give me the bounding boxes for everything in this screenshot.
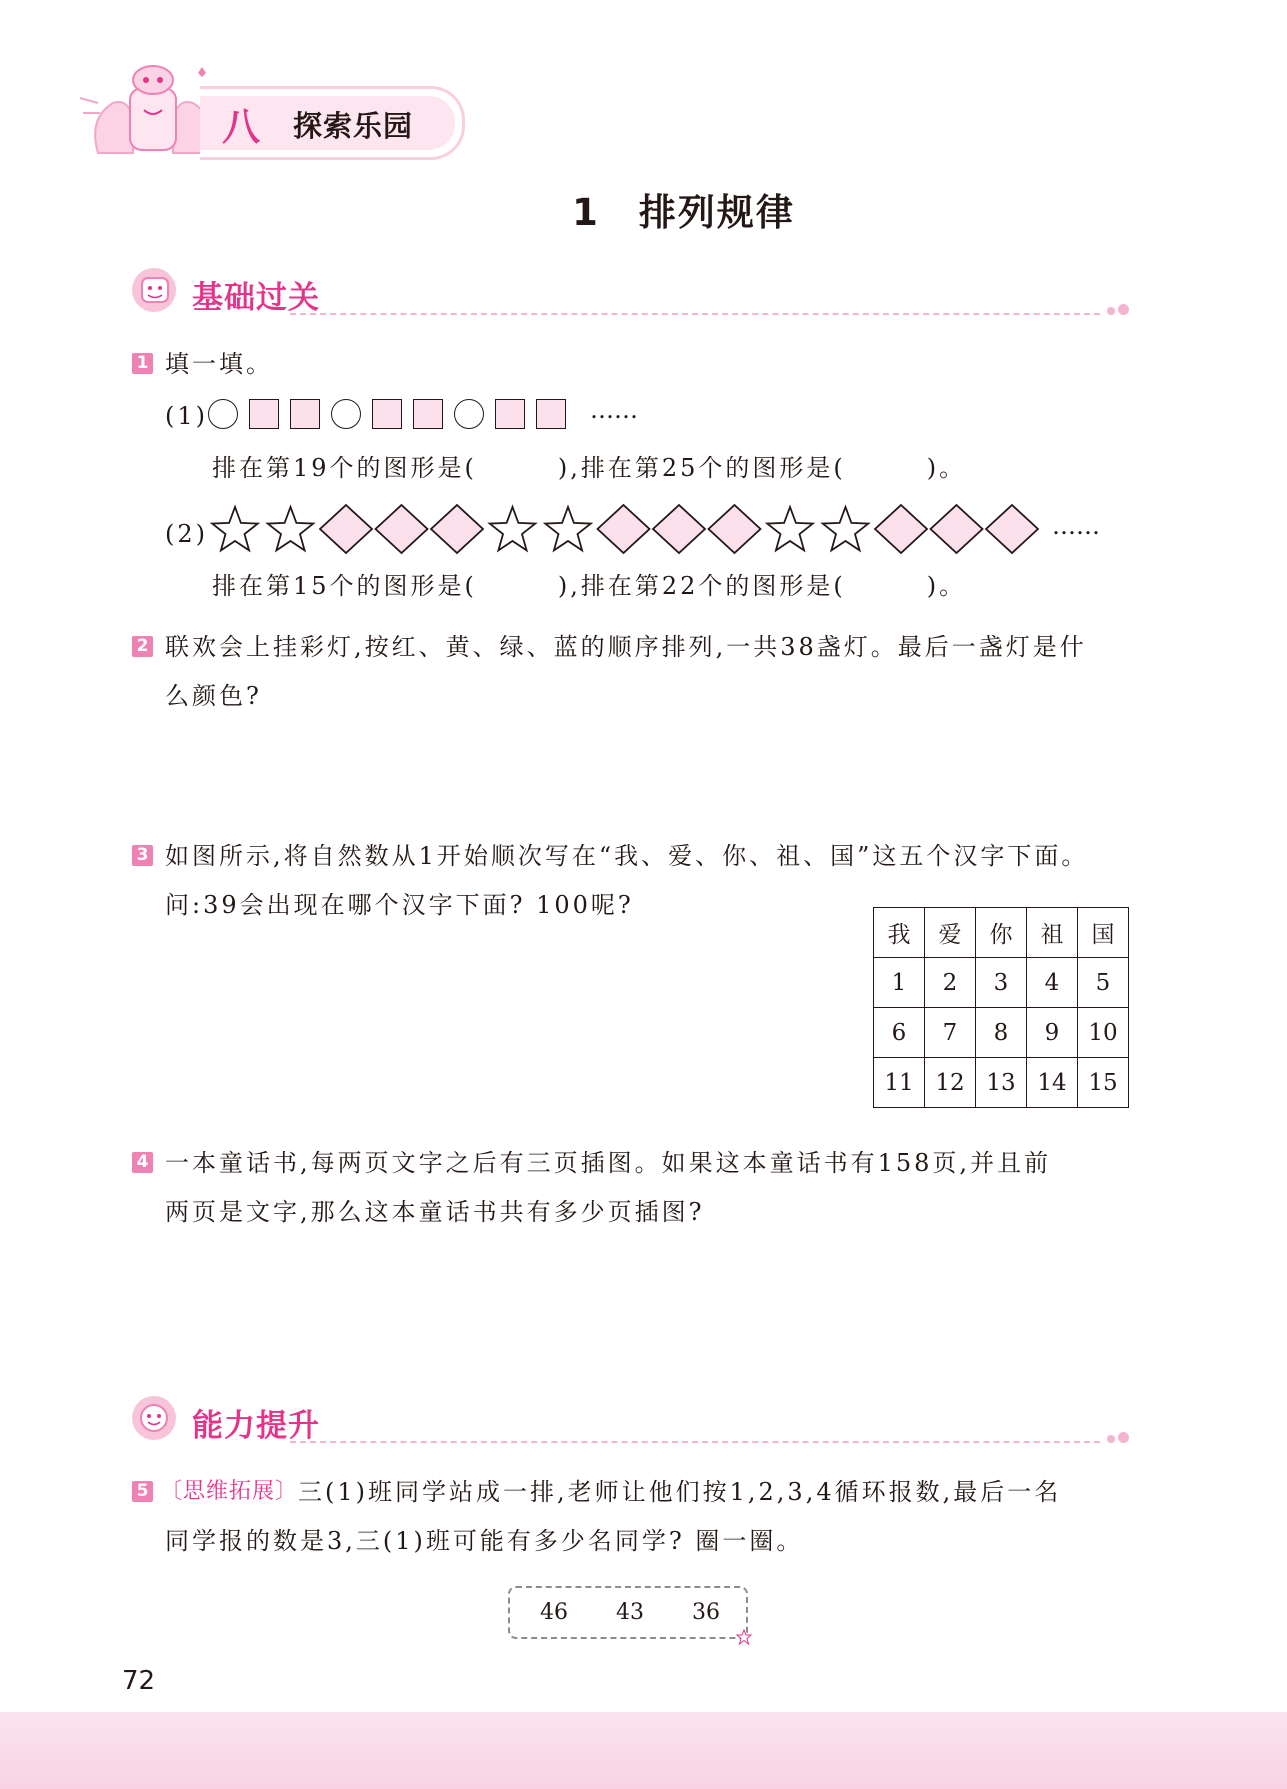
table-cell: 8 (976, 1008, 1027, 1058)
table-cell: 10 (1078, 1008, 1129, 1058)
star-shape (268, 507, 314, 550)
question-number-2: 2 (132, 636, 153, 657)
star-shape (490, 507, 536, 550)
lesson-title: 1 排列规律 (572, 191, 795, 234)
q1-part1-ellipsis: …… (590, 396, 638, 424)
table-cell: 7 (925, 1008, 976, 1058)
answer-choices-box (508, 1586, 748, 1639)
square-shape (290, 399, 320, 429)
chapter-number: 八 (222, 105, 261, 149)
table-row (874, 908, 1129, 958)
table-cell: 15 (1078, 1058, 1129, 1108)
diamond-shape (376, 505, 428, 553)
table-cell: 1 (874, 958, 925, 1008)
star-icon (736, 1629, 752, 1645)
page-number: 72 (122, 1666, 156, 1696)
square-shape (495, 399, 525, 429)
star-shape (767, 507, 813, 550)
choice-option[interactable]: 46 (540, 1600, 568, 1625)
square-shape (536, 399, 566, 429)
q1-part2-question: 排在第15个的图形是( ),排在第22个的图形是( )。 (212, 572, 967, 600)
diamond-shape (986, 505, 1038, 553)
q4-text-line2: 两页是文字,那么这本童话书共有多少页插图? (165, 1198, 705, 1226)
q3-text-line2: 问:39会出现在哪个汉字下面? 100呢? (165, 891, 634, 919)
diamond-shape (875, 505, 927, 553)
q5-text-line1: 三(1)班同学站成一排,老师让他们按1,2,3,4循环报数,最后一名 (298, 1478, 1062, 1506)
table-cell: 5 (1078, 958, 1129, 1008)
chapter-title: 探索乐园 (293, 109, 414, 143)
q4-text-line1: 一本童话书,每两页文字之后有三页插图。如果这本童话书有158页,并且前 (165, 1149, 1052, 1177)
table-row (874, 1058, 1129, 1108)
section-mascot-icon (128, 266, 182, 316)
diamond-shape (653, 505, 705, 553)
table-cell: 爱 (925, 908, 976, 958)
section-mascot-icon (128, 1394, 182, 1444)
square-shape (413, 399, 443, 429)
table-row (874, 958, 1129, 1008)
q5-text-line2: 同学报的数是3,三(1)班可能有多少名同学? 圈一圈。 (165, 1527, 804, 1555)
bottom-decorative-band (0, 1712, 1287, 1789)
table-cell: 14 (1027, 1058, 1078, 1108)
circle-shape (331, 399, 361, 429)
q5-tag: 〔思维拓展〕 (160, 1479, 299, 1504)
section-dots-decoration (1104, 300, 1129, 319)
square-shape (372, 399, 402, 429)
question-number-4: 4 (132, 1152, 153, 1173)
table-cell: 11 (874, 1058, 925, 1108)
q1-part1-label: (1) (165, 402, 208, 430)
table-cell: 12 (925, 1058, 976, 1108)
q2-text-line2: 么颜色? (165, 682, 262, 710)
section-divider (290, 1441, 1100, 1443)
circle-shape (454, 399, 484, 429)
q1-part2-ellipsis: …… (1052, 512, 1100, 540)
section-dots-decoration (1104, 1428, 1129, 1447)
table-row (874, 1008, 1129, 1058)
table-cell: 我 (874, 908, 925, 958)
q1-part1-shape-sequence (208, 399, 566, 429)
choice-option[interactable]: 36 (692, 1600, 720, 1625)
section-title-advanced: 能力提升 (192, 1408, 320, 1444)
table-cell: 2 (925, 958, 976, 1008)
table-cell: 3 (976, 958, 1027, 1008)
diamond-shape (431, 505, 483, 553)
q1-part1-question: 排在第19个的图形是( ),排在第25个的图形是( )。 (212, 454, 967, 482)
table-cell: 你 (976, 908, 1027, 958)
table-cell: 4 (1027, 958, 1078, 1008)
star-shape (545, 507, 591, 550)
star-shape (212, 507, 258, 550)
section-title-basic: 基础过关 (192, 280, 320, 316)
circle-shape (208, 399, 238, 429)
diamond-shape (931, 505, 983, 553)
question-number-1: 1 (132, 353, 153, 374)
q1-part2-shape-sequence (210, 503, 1040, 555)
square-shape (249, 399, 279, 429)
table-cell: 9 (1027, 1008, 1078, 1058)
diamond-shape (320, 505, 372, 553)
diamond-shape (598, 505, 650, 553)
section-divider (290, 313, 1100, 315)
star-shape (823, 507, 869, 550)
table-cell: 13 (976, 1058, 1027, 1108)
diamond-shape (709, 505, 761, 553)
table-cell: 国 (1078, 908, 1129, 958)
q2-text-line1: 联欢会上挂彩灯,按红、黄、绿、蓝的顺序排列,一共38盏灯。最后一盏灯是什 (165, 633, 1087, 661)
q1-part2-label: (2) (165, 520, 208, 548)
number-table (873, 907, 1129, 1108)
choice-option[interactable]: 43 (616, 1600, 644, 1625)
q3-text-line1: 如图所示,将自然数从1开始顺次写在“我、爱、你、祖、国”这五个汉字下面。 (165, 842, 1089, 870)
q1-instruction: 填一填。 (165, 350, 273, 378)
table-cell: 祖 (1027, 908, 1078, 958)
question-number-3: 3 (132, 845, 153, 866)
table-cell: 6 (874, 1008, 925, 1058)
question-number-5: 5 (132, 1481, 153, 1502)
